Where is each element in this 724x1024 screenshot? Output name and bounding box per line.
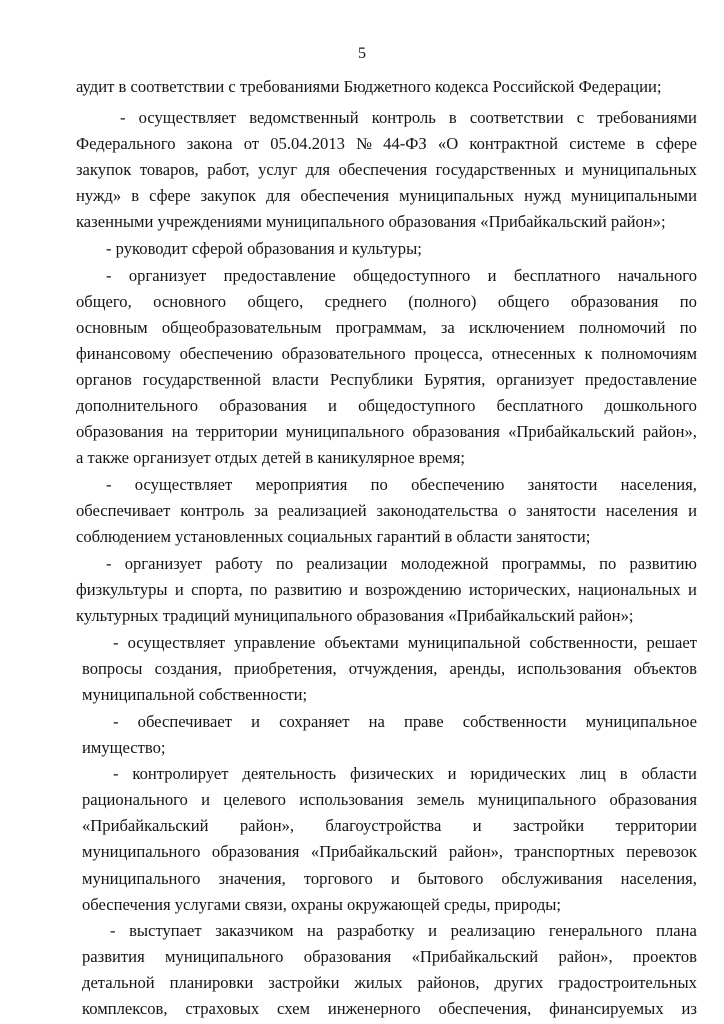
text-line: муниципального образования «Прибайкальский район», транспортных перевозок <box>82 842 697 861</box>
text-line: - выступает заказчиком на разработку и реализацию генерального плана <box>110 921 697 940</box>
text-line: основным общеобразовательным программам, за исключением полномочий по <box>76 318 697 337</box>
text-line: закупок товаров, работ, услуг для обеспечения государственных и муниципальных <box>76 160 697 179</box>
text-line: общего, основного общего, среднего (полного) общего образования по <box>76 292 697 311</box>
page-number: 5 <box>358 45 366 62</box>
text-line: - руководит сферой образования и культуры; <box>106 239 422 258</box>
text-line: аудит в соответствии с требованиями Бюджетного кодекса Российской Федерации; <box>76 77 662 96</box>
text-line: - организует работу по реализации молодежной программы, по развитию <box>106 554 697 573</box>
text-line: соблюдением установленных социальных гарантий в области занятости; <box>76 527 591 546</box>
text-line: органов государственной власти Республики Бурятия, организует предоставление <box>76 370 697 389</box>
text-line: физкультуры и спорта, по развитию и возрождению исторических, национальных и <box>76 580 697 599</box>
text-line: образования на территории муниципального образования «Прибайкальский район», <box>76 422 697 441</box>
text-line: вопросы создания, приобретения, отчуждения, аренды, использования объектов <box>82 659 697 678</box>
text-line: - обеспечивает и сохраняет на праве собственности муниципальное <box>113 712 697 731</box>
text-line: - осуществляет мероприятия по обеспечению занятости населения, <box>106 475 697 494</box>
text-line: «Прибайкальский район», благоустройства и застройки территории <box>82 816 697 835</box>
text-line: Федерального закона от 05.04.2013 № 44-ФЗ «О контрактной системе в сфере <box>76 134 697 153</box>
text-line: рационального и целевого использования земель муниципального образования <box>82 790 697 809</box>
text-line: культурных традиций муниципального образования «Прибайкальский район»; <box>76 606 634 625</box>
text-line: дополнительного образования и общедоступного бесплатного дошкольного <box>76 396 697 415</box>
text-line: - организует предоставление общедоступного и бесплатного начального <box>106 266 697 285</box>
text-line: муниципального значения, торгового и бытового обслуживания населения, <box>82 869 697 888</box>
text-line: муниципальной собственности; <box>82 685 308 704</box>
text-line: имущество; <box>82 738 166 757</box>
text-line: казенными учреждениями муниципального образования «Прибайкальский район»; <box>76 212 666 231</box>
text-line: развития муниципального образования «Прибайкальский район», проектов <box>82 947 697 966</box>
text-line: - осуществляет управление объектами муниципальной собственности, решает <box>113 633 697 652</box>
text-line: финансовому обеспечению образовательного процесса, отнесенных к полномочиям <box>76 344 697 363</box>
text-line: а также организует отдых детей в каникулярное время; <box>76 448 465 467</box>
text-line: комплексов, страховых схем инженерного обеспечения, финансируемых из <box>82 999 697 1018</box>
text-line: - осуществляет ведомственный контроль в соответствии с требованиями <box>120 108 697 127</box>
text-line: - контролирует деятельность физических и юридических лиц в области <box>113 764 697 783</box>
text-line: обеспечивает контроль за реализацией законодательства о занятости населения и <box>76 501 697 520</box>
text-line: обеспечения услугами связи, охраны окружающей среды, природы; <box>82 895 562 914</box>
text-line: детальной планировки застройки жилых районов, других градостроительных <box>82 973 697 992</box>
text-line: нужд» в сфере закупок для обеспечения муниципальных нужд муниципальными <box>76 186 697 205</box>
